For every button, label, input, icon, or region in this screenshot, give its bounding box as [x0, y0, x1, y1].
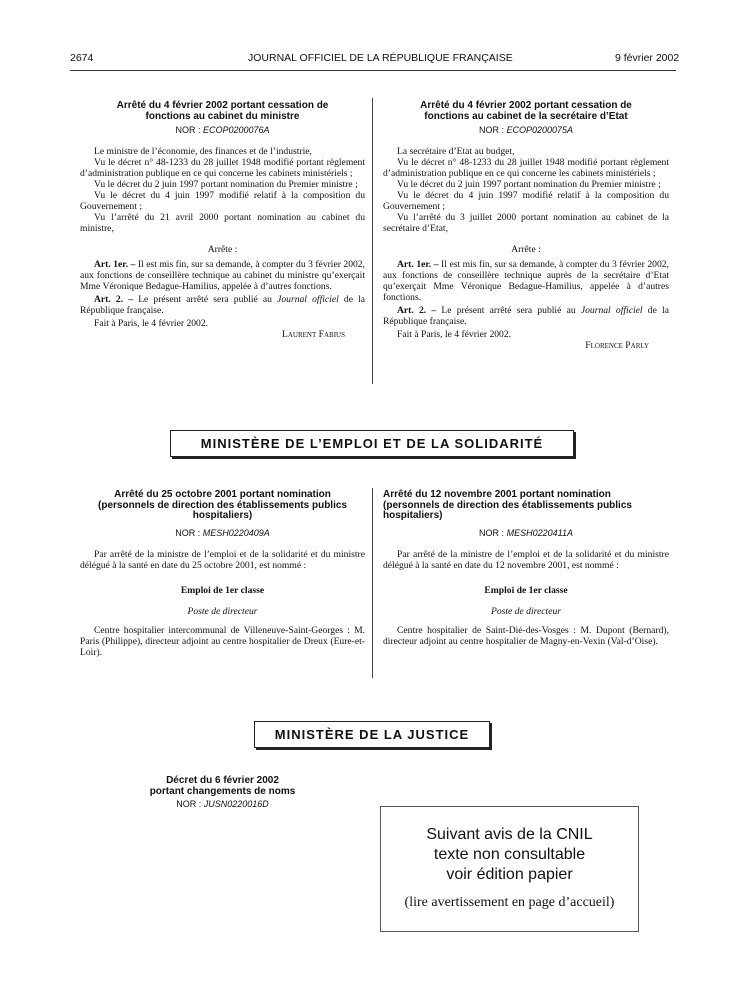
- paragraph: Par arrêté de la ministre de l’emploi et de la solidarité et du ministre délégué à la santé en date du 25 octobre 2001, est nommé :: [80, 548, 365, 571]
- paragraph: Vu l’arrêté du 21 avril 2000 portant nomination au cabinet du ministre,: [80, 212, 365, 234]
- issue-date: 9 février 2002: [615, 52, 680, 64]
- nor-line: NOR : MESH0220409A: [175, 527, 270, 538]
- article-1: Art. 1er. – Il est mis fin, sur sa demande, à compter du 3 février 2002, aux fonctions de conseillère technique au cabinet du ministre qu’exerçait Mme Véronique Bedague-Hamilius, appelée à d’autres fonctions.: [80, 259, 365, 292]
- paragraph: Le ministre de l’économie, des finances et de l’industrie,: [94, 146, 312, 157]
- paragraph: Vu le décret n° 48-1233 du 28 juillet 1948 modifié portant règlement d’administration publique en ce qui concerne les cabinets ministériels ;: [80, 157, 365, 179]
- arrete-title: Arrêté du 4 février 2002 portant cessation de fonctions au cabinet de la secrétaire d’Etat: [420, 100, 632, 122]
- cnil-line-2: texte non consultable: [433, 846, 586, 863]
- paragraph: Vu le décret du 4 juin 1997 modifié relatif à la composition du Gouvernement ;: [80, 190, 365, 212]
- cnil-note: (lire avertissement en page d’accueil): [404, 895, 615, 910]
- paragraph: Vu le décret n° 48-1233 du 28 juillet 1948 modifié portant règlement d’administration publique en ce qui concerne les cabinets ministériels ;: [383, 157, 669, 179]
- fait-a-paris: Fait à Paris, le 4 février 2002.: [94, 318, 209, 329]
- page-number: 2674: [70, 52, 94, 64]
- paragraph: Vu le décret du 4 juin 1997 modifié relatif à la composition du Gouvernement ;: [383, 190, 669, 212]
- paragraph: Centre hospitalier intercommunal de Villeneuve-Saint-Georges : M. Paris (Philippe), directeur adjoint au centre hospitalier de Dreux (Eure-et-Loir).: [80, 624, 365, 658]
- decret-title-line-1: Décret du 6 février 2002: [166, 775, 279, 786]
- nor-line: NOR : MESH0220411A: [479, 527, 573, 538]
- section-subheading: Poste de directeur: [187, 605, 258, 617]
- cnil-line-3: voir édition papier: [446, 866, 573, 883]
- cnil-line-1: Suivant avis de la CNIL: [426, 826, 593, 843]
- journal-title: JOURNAL OFFICIEL DE LA RÉPUBLIQUE FRANÇAISE: [248, 52, 513, 64]
- arrete-title: Arrêté du 4 février 2002 portant cessation de fonctions au cabinet du ministre: [116, 100, 329, 122]
- fait-a-paris: Fait à Paris, le 4 février 2002.: [397, 329, 512, 340]
- right-arrete: [383, 101, 669, 351]
- header-rule: [70, 70, 676, 71]
- decret: [80, 776, 365, 820]
- column-separator: [372, 98, 373, 384]
- emploi-right-arrete: [383, 490, 669, 647]
- paragraph: Vu l’arrêté du 3 juillet 2000 portant nomination au cabinet de la secrétaire d’Etat,: [383, 212, 669, 234]
- section-subheading: Poste de directeur: [491, 605, 561, 617]
- arrete-title: Arrêté du 25 octobre 2001 portant nomination (personnels de direction des établissements publics hospitaliers): [98, 489, 347, 521]
- arrete-label: Arrête :: [511, 244, 541, 255]
- paragraph: Par arrêté de la ministre de l’emploi et de la solidarité et du ministre délégué à la santé en date du 12 novembre 2001, est nommé :: [383, 548, 669, 571]
- arrete-title: Arrêté du 12 novembre 2001 portant nomination (personnels de direction des établissements publics hospitaliers): [383, 489, 632, 521]
- paragraph: Vu le décret du 2 juin 1997 portant nomination du Premier ministre ;: [397, 179, 661, 190]
- article-2: Art. 2. – Le présent arrêté sera publié au Journal officiel de la République française.: [383, 305, 669, 327]
- section-heading: Emploi de 1er classe: [180, 584, 265, 596]
- article-1: Art. 1er. – Il est mis fin, sur sa demande, à compter du 3 février 2002, aux fonctions de conseillère technique auprès de la secrétaire d’Etat qu’exerçait Mme Véronique Bedague-Hamilius, appelée à d’autres fonctions.: [383, 259, 669, 303]
- cnil-notice-box: [380, 806, 639, 932]
- decret-title-line-2: portant changements de noms: [149, 785, 296, 797]
- ministry-heading-justice: MINISTÈRE DE LA JUSTICE: [254, 721, 490, 748]
- section-heading: Emploi de 1er classe: [484, 584, 568, 596]
- left-arrete: [80, 101, 365, 340]
- emploi-left-arrete: [80, 490, 365, 658]
- article-2: Art. 2. – Le présent arrêté sera publié au Journal officiel de la République française.: [80, 294, 366, 316]
- signature: Laurent Fabius: [282, 329, 345, 340]
- paragraph: La secrétaire d’Etat au budget,: [397, 146, 515, 157]
- arrete-label: Arrête :: [207, 244, 238, 255]
- ministry-heading-emploi: MINISTÈRE DE L’EMPLOI ET DE LA SOLIDARITÉ: [170, 430, 574, 457]
- nor-line: NOR : ECOP0200075A: [478, 125, 574, 135]
- paragraph: Centre hospitalier de Saint-Dié-des-Vosges : M. Dupont (Bernard), directeur adjoint au centre hospitalier de Magny-en-Vexin (Val-d’Oise).: [383, 624, 669, 647]
- nor-line: NOR : ECOP0200076A: [175, 125, 270, 135]
- paragraph: Vu le décret du 2 juin 1997 portant nomination du Premier ministre ;: [94, 179, 358, 190]
- nor-line: NOR : JUSN0220016D: [176, 799, 269, 809]
- signature: Florence Parly: [585, 340, 649, 351]
- column-separator: [372, 488, 373, 678]
